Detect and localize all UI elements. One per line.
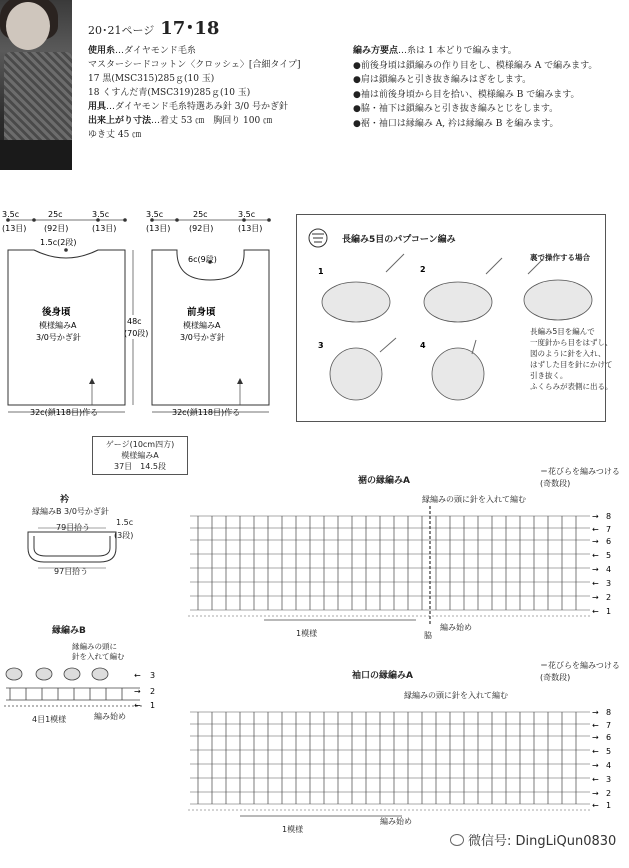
back-body-cast-on: 32c(鎖118目)作る xyxy=(30,408,99,417)
collar-pattern: 縁編みB 3/0号かぎ針 xyxy=(32,507,109,516)
collar-width: 1.5c xyxy=(116,518,134,527)
row-number: 4 xyxy=(606,565,612,574)
back-shoulder-dim-r: 3.5c xyxy=(92,210,110,219)
step-3: 3 xyxy=(318,341,324,350)
row-number: 3 xyxy=(606,579,612,588)
cuff-start: 編み始め xyxy=(380,817,412,826)
watermark-text: 微信号: DingLiQun0830 xyxy=(468,834,617,849)
back-shoulder-sts: (13目) xyxy=(2,224,27,233)
back-body-pattern: 模様編みA xyxy=(39,321,77,330)
yarn-name: マスターシードコットン〈クロッシェ〉[合細タイプ] xyxy=(88,60,301,70)
row-number: 3 xyxy=(606,775,612,784)
row-number: 1 xyxy=(150,701,156,710)
step-4: 4 xyxy=(420,341,426,350)
collar-outer-count: 97目拾う xyxy=(54,567,89,576)
front-body-title: 前身頃 xyxy=(187,307,216,318)
front-neck-dim: 25c xyxy=(193,210,208,219)
row-arrow: → xyxy=(592,565,599,574)
row-number: 7 xyxy=(606,525,612,534)
row-number: 5 xyxy=(606,551,612,560)
edging-b-arrow: → xyxy=(134,687,141,696)
gauge-values: 37目 14.5段 xyxy=(114,462,166,471)
cuff-note: 縁編みの頭に針を入れて編む xyxy=(404,691,508,700)
edging-b-note-line: 縁編みの頭に xyxy=(72,642,117,651)
body-height-rows: (70段) xyxy=(124,329,149,338)
hem-side-label: 脇 xyxy=(424,631,432,640)
row-arrow: ← xyxy=(592,525,599,534)
reverse-line: はずした目を針にかけて xyxy=(530,360,613,369)
cuff-edging-chart xyxy=(180,704,620,822)
hem-repeat: 1模様 xyxy=(296,629,318,638)
front-body-pattern: 模様編みA xyxy=(183,321,221,330)
popcorn-title: 長編み5目のパプコーン編み xyxy=(342,235,456,245)
point-item: ●肩は鎖編みと引き抜き編みはぎをします。 xyxy=(353,75,532,85)
step-1: 1 xyxy=(318,267,324,276)
edging-b-arrow: ← xyxy=(134,671,141,680)
front-shoulder-dim-r: 3.5c xyxy=(238,210,256,219)
front-body-needle: 3/0号かぎ針 xyxy=(180,333,225,342)
edging-b-repeat: 4目1模様 xyxy=(32,715,67,724)
hem-legend: ＝花びらを編みつける xyxy=(540,467,620,476)
body-diagram xyxy=(0,200,290,435)
reverse-notes xyxy=(530,326,613,392)
body-height: 48c xyxy=(127,317,142,326)
back-neck-sts: (92目) xyxy=(44,224,69,233)
reverse-line: ふくらみが表側に出る。 xyxy=(530,382,613,391)
row-number: 1 xyxy=(606,801,612,810)
hem-legend-sub: (奇数段) xyxy=(540,479,571,488)
back-shoulder-dim: 3.5c xyxy=(2,210,20,219)
edging-b-title: 縁編みB xyxy=(52,626,86,636)
reverse-title: 裏で操作する場合 xyxy=(530,253,590,262)
cuff-legend-sub: (奇数段) xyxy=(540,673,571,682)
edging-b-note-line: 針を入れて編む xyxy=(72,652,125,661)
points-label: 編み方要点 xyxy=(353,46,399,56)
collar-inner-count: 79目拾う xyxy=(56,523,91,532)
gauge-pattern: 模様編みA xyxy=(121,451,159,460)
tools-label: 用具 xyxy=(88,102,107,112)
hem-start: 編み始め xyxy=(440,623,472,632)
hem-note: 縁編みの頭に針を入れて編む xyxy=(422,495,526,504)
point-item: ●脇・袖下は鎖編みと引き抜き編みとじをします。 xyxy=(353,104,559,114)
front-neck-depth: 6c(9段) xyxy=(188,255,217,264)
watermark xyxy=(450,830,616,849)
gauge-box xyxy=(92,436,188,475)
materials-block xyxy=(88,44,301,142)
collar-title: 衿 xyxy=(60,495,70,505)
row-arrow: ← xyxy=(592,801,599,810)
point-item: ●裾・袖口は縁編み A, 衿は縁編み B を編みます。 xyxy=(353,118,559,129)
front-shoulder-sts-r: (13目) xyxy=(238,224,263,233)
tools-text: …ダイヤモンド毛糸特選あみ針 3/0 号かぎ針 xyxy=(106,102,289,112)
sleeve-length: ゆき丈 45 ㎝ xyxy=(88,130,142,140)
cuff-repeat: 1模様 xyxy=(282,825,304,834)
color-17: 17 黒(MSC315)285ｇ(10 玉) xyxy=(88,74,215,84)
points-intro: …糸は 1 本どりで編みます。 xyxy=(398,46,517,56)
size-text: …着丈 53 ㎝ 胸回り 100 ㎝ xyxy=(151,116,273,126)
color-18: 18 くすんだ青(MSC319)285ｇ(10 玉) xyxy=(88,88,251,98)
collar-rows: (3段) xyxy=(114,531,134,540)
row-arrow: ← xyxy=(592,579,599,588)
row-arrow: ← xyxy=(592,551,599,560)
reverse-line: 図のように針を入れ、 xyxy=(530,349,606,358)
row-arrow: → xyxy=(592,512,599,521)
row-arrow: → xyxy=(592,789,599,798)
row-arrow: ← xyxy=(592,747,599,756)
gauge-title: ゲージ(10cm四方) xyxy=(105,440,175,449)
edging-b-chart xyxy=(0,660,170,720)
cuff-legend: ＝花びらを編みつける xyxy=(540,661,620,670)
row-arrow: → xyxy=(592,761,599,770)
front-shoulder-dim: 3.5c xyxy=(146,210,164,219)
page-ref: 20･21ページ xyxy=(88,24,155,37)
pattern-numbers: 17･18 xyxy=(160,18,220,39)
row-arrow: ← xyxy=(592,775,599,784)
row-number: 8 xyxy=(606,512,612,521)
back-neck-depth: 1.5c(2段) xyxy=(40,238,77,247)
points-block xyxy=(353,44,597,131)
reverse-line: 引き抜く。 xyxy=(530,371,568,380)
row-number: 2 xyxy=(606,789,612,798)
row-arrow: → xyxy=(592,593,599,602)
point-item: ●前後身頃は鎖編みの作り目をし、模様編み A で編みます。 xyxy=(353,60,598,71)
yarn-label: 使用糸 xyxy=(88,46,116,56)
front-shoulder-sts: (13目) xyxy=(146,224,171,233)
row-number: 3 xyxy=(150,671,156,680)
reverse-line: 長編み5目を編んで xyxy=(530,327,595,336)
page-title xyxy=(88,14,219,40)
row-number: 6 xyxy=(606,537,612,546)
row-arrow: → xyxy=(592,733,599,742)
edging-b-note xyxy=(72,642,125,662)
row-number: 8 xyxy=(606,708,612,717)
front-body-cast-on: 32c(鎖118目)作る xyxy=(172,408,241,417)
row-number: 4 xyxy=(606,761,612,770)
model-photo xyxy=(0,0,72,170)
front-neck-sts: (92目) xyxy=(189,224,214,233)
back-neck-dim: 25c xyxy=(48,210,63,219)
reverse-line: 一度針から目をはずし、 xyxy=(530,338,613,347)
edging-b-start: 編み始め xyxy=(94,712,126,721)
row-arrow: ← xyxy=(592,721,599,730)
back-body-needle: 3/0号かぎ針 xyxy=(36,333,81,342)
row-number: 2 xyxy=(606,593,612,602)
row-number: 5 xyxy=(606,747,612,756)
step-2: 2 xyxy=(420,265,426,274)
point-item: ●袖は前後身頃から目を拾い、模様編み B で編みます。 xyxy=(353,89,580,100)
row-arrow: → xyxy=(592,537,599,546)
hem-edging-chart xyxy=(180,506,620,636)
row-number: 7 xyxy=(606,721,612,730)
hem-edging-title: 裾の縁編みA xyxy=(358,476,410,486)
row-number: 1 xyxy=(606,607,612,616)
row-arrow: ← xyxy=(592,607,599,616)
yarn-brand: …ダイヤモンド毛糸 xyxy=(115,46,196,56)
row-number: 2 xyxy=(150,687,156,696)
row-number: 6 xyxy=(606,733,612,742)
back-shoulder-sts-r: (13目) xyxy=(92,224,117,233)
back-body-title: 後身頃 xyxy=(42,307,71,318)
wechat-icon xyxy=(450,834,464,846)
row-arrow: → xyxy=(592,708,599,717)
edging-b-arrow: ← xyxy=(134,701,141,710)
cuff-edging-title: 袖口の縁編みA xyxy=(352,671,413,681)
size-label: 出来上がり寸法 xyxy=(88,116,152,126)
